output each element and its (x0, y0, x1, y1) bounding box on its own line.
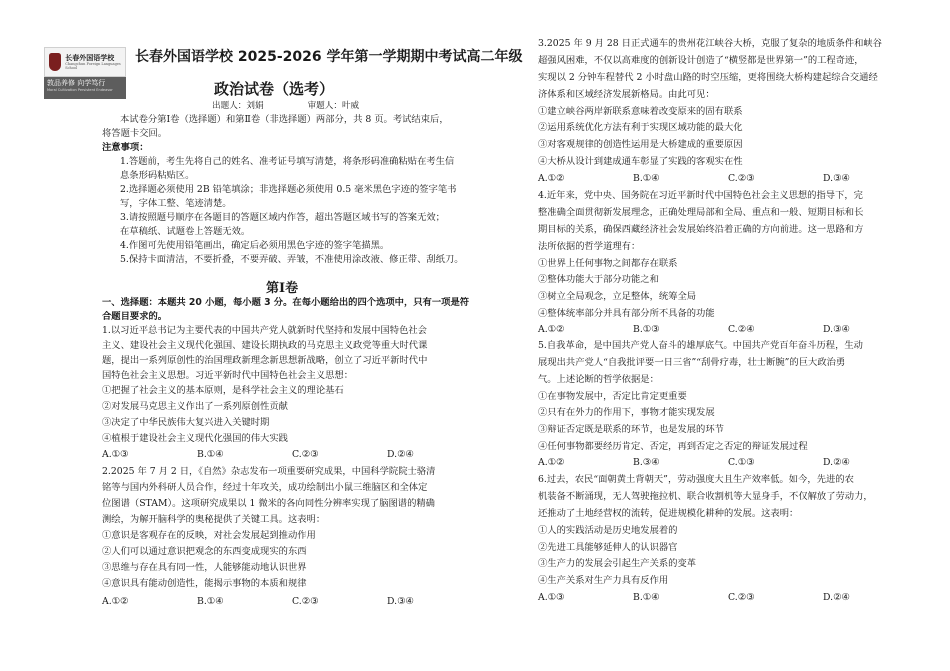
question-stem: 还推动了土地经营权的流转，促进规模化耕种的发展。这表明： (538, 508, 799, 519)
author: 出题人：刘娟 (212, 101, 264, 111)
option-b: B.①④ (197, 596, 224, 607)
logo-name: 长春外国语学校 (65, 53, 115, 62)
question-stem: 济体系和区域经济发展新格局。由此可见： (538, 89, 715, 100)
notice-line: 1.答题前，考生先将自己的姓名、准考证号填写清楚，将条形码准确粘贴在考生信 (120, 156, 455, 167)
statement-item: ③生产力的发展会引起生产关系的变革 (538, 558, 697, 569)
question-stem: 展现出共产党人“自我批评要一日三省”“刮骨疗毒，壮士断腕”的巨大政治勇 (538, 357, 846, 368)
exam-title: 政治试卷（选考） (214, 80, 335, 98)
notice-title: 注意事项： (102, 142, 149, 153)
statement-item: ①世界上任何事物之间都存在联系 (538, 258, 678, 269)
question-stem: 机装备不断涌现，无人驾驶拖拉机、联合收割机等大显身手，不仅解放了劳动力， (538, 491, 873, 502)
school-title: 长春外国语学校 2025-2026 学年第一学期期中考试高二年级 (135, 49, 523, 65)
question-stem: 实现以 2 分钟车程替代 2 小时盘山路的时空压缩，更将围绕大桥构建起综合交通经 (538, 72, 878, 83)
question-stem: 1.以习近平总书记为主要代表的中国共产党人就新时代坚持和发展中国特色社会 (102, 325, 427, 336)
statement-item: ③对客观规律的创造性运用是大桥建成的重要原因 (538, 139, 743, 150)
statement-item: ③决定了中华民族伟大复兴进入关键时期 (102, 417, 270, 428)
statement-item: ①建立峡谷两岸新联系意味着改变原来的固有联系 (538, 106, 743, 117)
logo-motto: 敦品养修 向学笃行 (47, 79, 106, 87)
school-emblem-icon (49, 53, 61, 71)
option-a: A.①③ (538, 592, 565, 603)
option-d: D.②④ (387, 449, 414, 460)
option-b: B.③④ (633, 457, 660, 468)
statement-item: ③树立全局观念，立足整体，统筹全局 (538, 291, 697, 302)
question-stem: 整准确全面贯彻新发展理念，正确处理局部和全局、重点和一般、短期目标和长 (538, 207, 864, 218)
option-a: A.①③ (102, 449, 129, 460)
statement-item: ②只有在外力的作用下，事物才能实现发展 (538, 407, 715, 418)
logo-sub-en: Changchun Foreign Languages School (65, 62, 121, 70)
answer-options (538, 457, 918, 469)
option-c: C.②③ (728, 592, 755, 603)
option-c: C.①③ (728, 457, 755, 468)
option-d: D.②④ (823, 592, 850, 603)
option-d: D.②④ (823, 457, 850, 468)
statement-item: ④生产关系对生产力具有反作用 (538, 575, 669, 586)
notice-line: 息条形码粘贴区。 (120, 170, 195, 181)
notice-line: 2.选择题必须使用 2B 铅笔填涂；非选择题必须使用 0.5 毫米黑色字迹的签字笔书 (120, 184, 457, 195)
answer-options (102, 596, 482, 608)
section-instruction: 合题目要求的。 (102, 311, 168, 322)
option-d: D.③④ (823, 324, 850, 335)
notice-line: 写，字体工整、笔迹清楚。 (120, 198, 232, 209)
question-stem: 期目标的关系，确保西藏经济社会发展始终沿着正确的方向前进。这一思路和方 (538, 224, 864, 235)
option-b: B.①③ (633, 324, 660, 335)
statement-item: ④任何事物都要经历肯定、否定，再到否定之否定的辩证发展过程 (538, 441, 808, 452)
logo-motto-en: Moral Cultivation Persistent Endeavor (47, 88, 113, 92)
statement-item: ④大桥从设计到建成通车彰显了实践的客观实在性 (538, 156, 743, 167)
statement-item: ④整体统率部分并具有部分所不具备的功能 (538, 308, 715, 319)
option-c: C.②④ (728, 324, 755, 335)
question-stem: 国特色社会主义思想。习近平新时代中国特色社会主义思想： (102, 370, 354, 381)
question-stem: 5.自我革命，是中国共产党人奋斗的雄厚底气。中国共产党百年奋斗历程，生动 (538, 340, 863, 351)
section-title: 第Ⅰ卷 (266, 281, 299, 296)
statement-item: ②人们可以通过意识把观念的东西变成现实的东西 (102, 546, 307, 557)
question-stem: 位图谱（STAM）。这项研究成果以 1 微米的各向同性分辨率实现了脑图谱的精确 (102, 498, 435, 509)
option-d: D.③④ (823, 173, 850, 184)
answer-options (538, 324, 918, 336)
question-stem: 法所依据的哲学道理有： (538, 241, 641, 252)
authors-line (212, 99, 403, 111)
statement-item: ①把握了社会主义的基本原则，是科学社会主义的理论基石 (102, 385, 344, 396)
notice-line: 在草稿纸、试题卷上答题无效。 (120, 226, 251, 237)
answer-options (538, 173, 918, 185)
statement-item: ③思维与存在具有同一性，人能够能动地认识世界 (102, 562, 307, 573)
question-stem: 主义、建设社会主义现代化强国、建设长期执政的马克思主义政党等重大时代课 (102, 340, 428, 351)
question-stem: 题，提出一系列原创性的治国理政新理念新思想新战略，创立了习近平新时代中 (102, 355, 428, 366)
option-b: B.①④ (633, 592, 660, 603)
notice-line: 4.作图可先使用铅笔画出，确定后必须用黑色字迹的签字笔描黑。 (120, 240, 390, 251)
question-stem: 4.近年来，党中央、国务院在习近平新时代中国特色社会主义思想的指导下，完 (538, 190, 863, 201)
question-stem: 气。上述论断的哲学依据是： (538, 374, 659, 385)
question-stem: 超强风困难，不仅以高难度的创新设计创造了“横竖都是世界第一”的工程奇迹， (538, 55, 864, 66)
option-b: B.①④ (197, 449, 224, 460)
section-instruction: 一、选择题：本题共 20 小题，每小题 3 分。在每小题给出的四个选项中，只有一项是符 (102, 297, 470, 308)
option-b: B.①④ (633, 173, 660, 184)
logo-top (44, 47, 126, 77)
statement-item: ①意识是客观存在的反映，对社会发展起到推动作用 (102, 530, 316, 541)
intro-line: 本试卷分第Ⅰ卷（选择题）和第Ⅱ卷（非选择题）两部分，共 8 页。考试结束后， (120, 114, 449, 125)
question-stem: 2.2025 年 7 月 2 日，《自然》杂志发布一项重要研究成果，中国科学院院士骆清 (102, 466, 436, 477)
option-c: C.②③ (292, 449, 319, 460)
option-c: C.②③ (292, 596, 319, 607)
statement-item: ①在事物发展中，否定比肯定更重要 (538, 391, 687, 402)
notice-line: 3.请按照题号顺序在各题目的答题区域内作答，超出答题区域书写的答案无效； (120, 212, 445, 223)
answer-options (538, 592, 918, 604)
statement-item: ②先进工具能够延伸人的认识器官 (538, 542, 678, 553)
option-a: A.①② (102, 596, 129, 607)
intro-line: 将答题卡交回。 (102, 128, 168, 139)
option-d: D.③④ (387, 596, 414, 607)
statement-item: ④意识具有能动创造性，能揭示事物的本质和规律 (102, 578, 307, 589)
notice-line: 5.保持卡面清洁，不要折叠，不要弄破、弄皱，不准使用涂改液、修正带、刮纸刀。 (120, 254, 464, 265)
reviewer: 审题人：叶威 (307, 101, 360, 111)
school-logo (44, 47, 126, 99)
logo-text (65, 54, 125, 70)
statement-item: ②对发展马克思主义作出了一系列原创性贡献 (102, 401, 288, 412)
statement-item: ②运用系统优化方法有利于实现区域功能的最大化 (538, 122, 743, 133)
question-stem: 3.2025 年 9 月 28 日正式通车的贵州花江峡谷大桥，克服了复杂的地质条件和峡谷 (538, 38, 882, 49)
option-c: C.②③ (728, 173, 755, 184)
option-a: A.①② (538, 324, 565, 335)
question-stem: 铭等与国内外科研人员合作，经过十年攻关，成功绘制出小鼠三维脑区和全体定 (102, 482, 428, 493)
question-stem: 测绘，为解开脑科学的奥秘提供了关键工具。这表明： (102, 514, 326, 525)
statement-item: ④植根于建设社会主义现代化强国的伟大实践 (102, 433, 288, 444)
logo-motto-bar (44, 77, 126, 99)
statement-item: ③辩证否定既是联系的环节，也是发展的环节 (538, 424, 724, 435)
statement-item: ②整体功能大于部分功能之和 (538, 274, 659, 285)
question-stem: 6.过去，农民“面朝黄土背朝天”，劳动强度大且生产效率低。如今，先进的农 (538, 474, 854, 485)
option-a: A.①② (538, 173, 565, 184)
statement-item: ①人的实践活动是历史地发展着的 (538, 525, 678, 536)
answer-options (102, 449, 482, 461)
option-a: A.①② (538, 457, 565, 468)
